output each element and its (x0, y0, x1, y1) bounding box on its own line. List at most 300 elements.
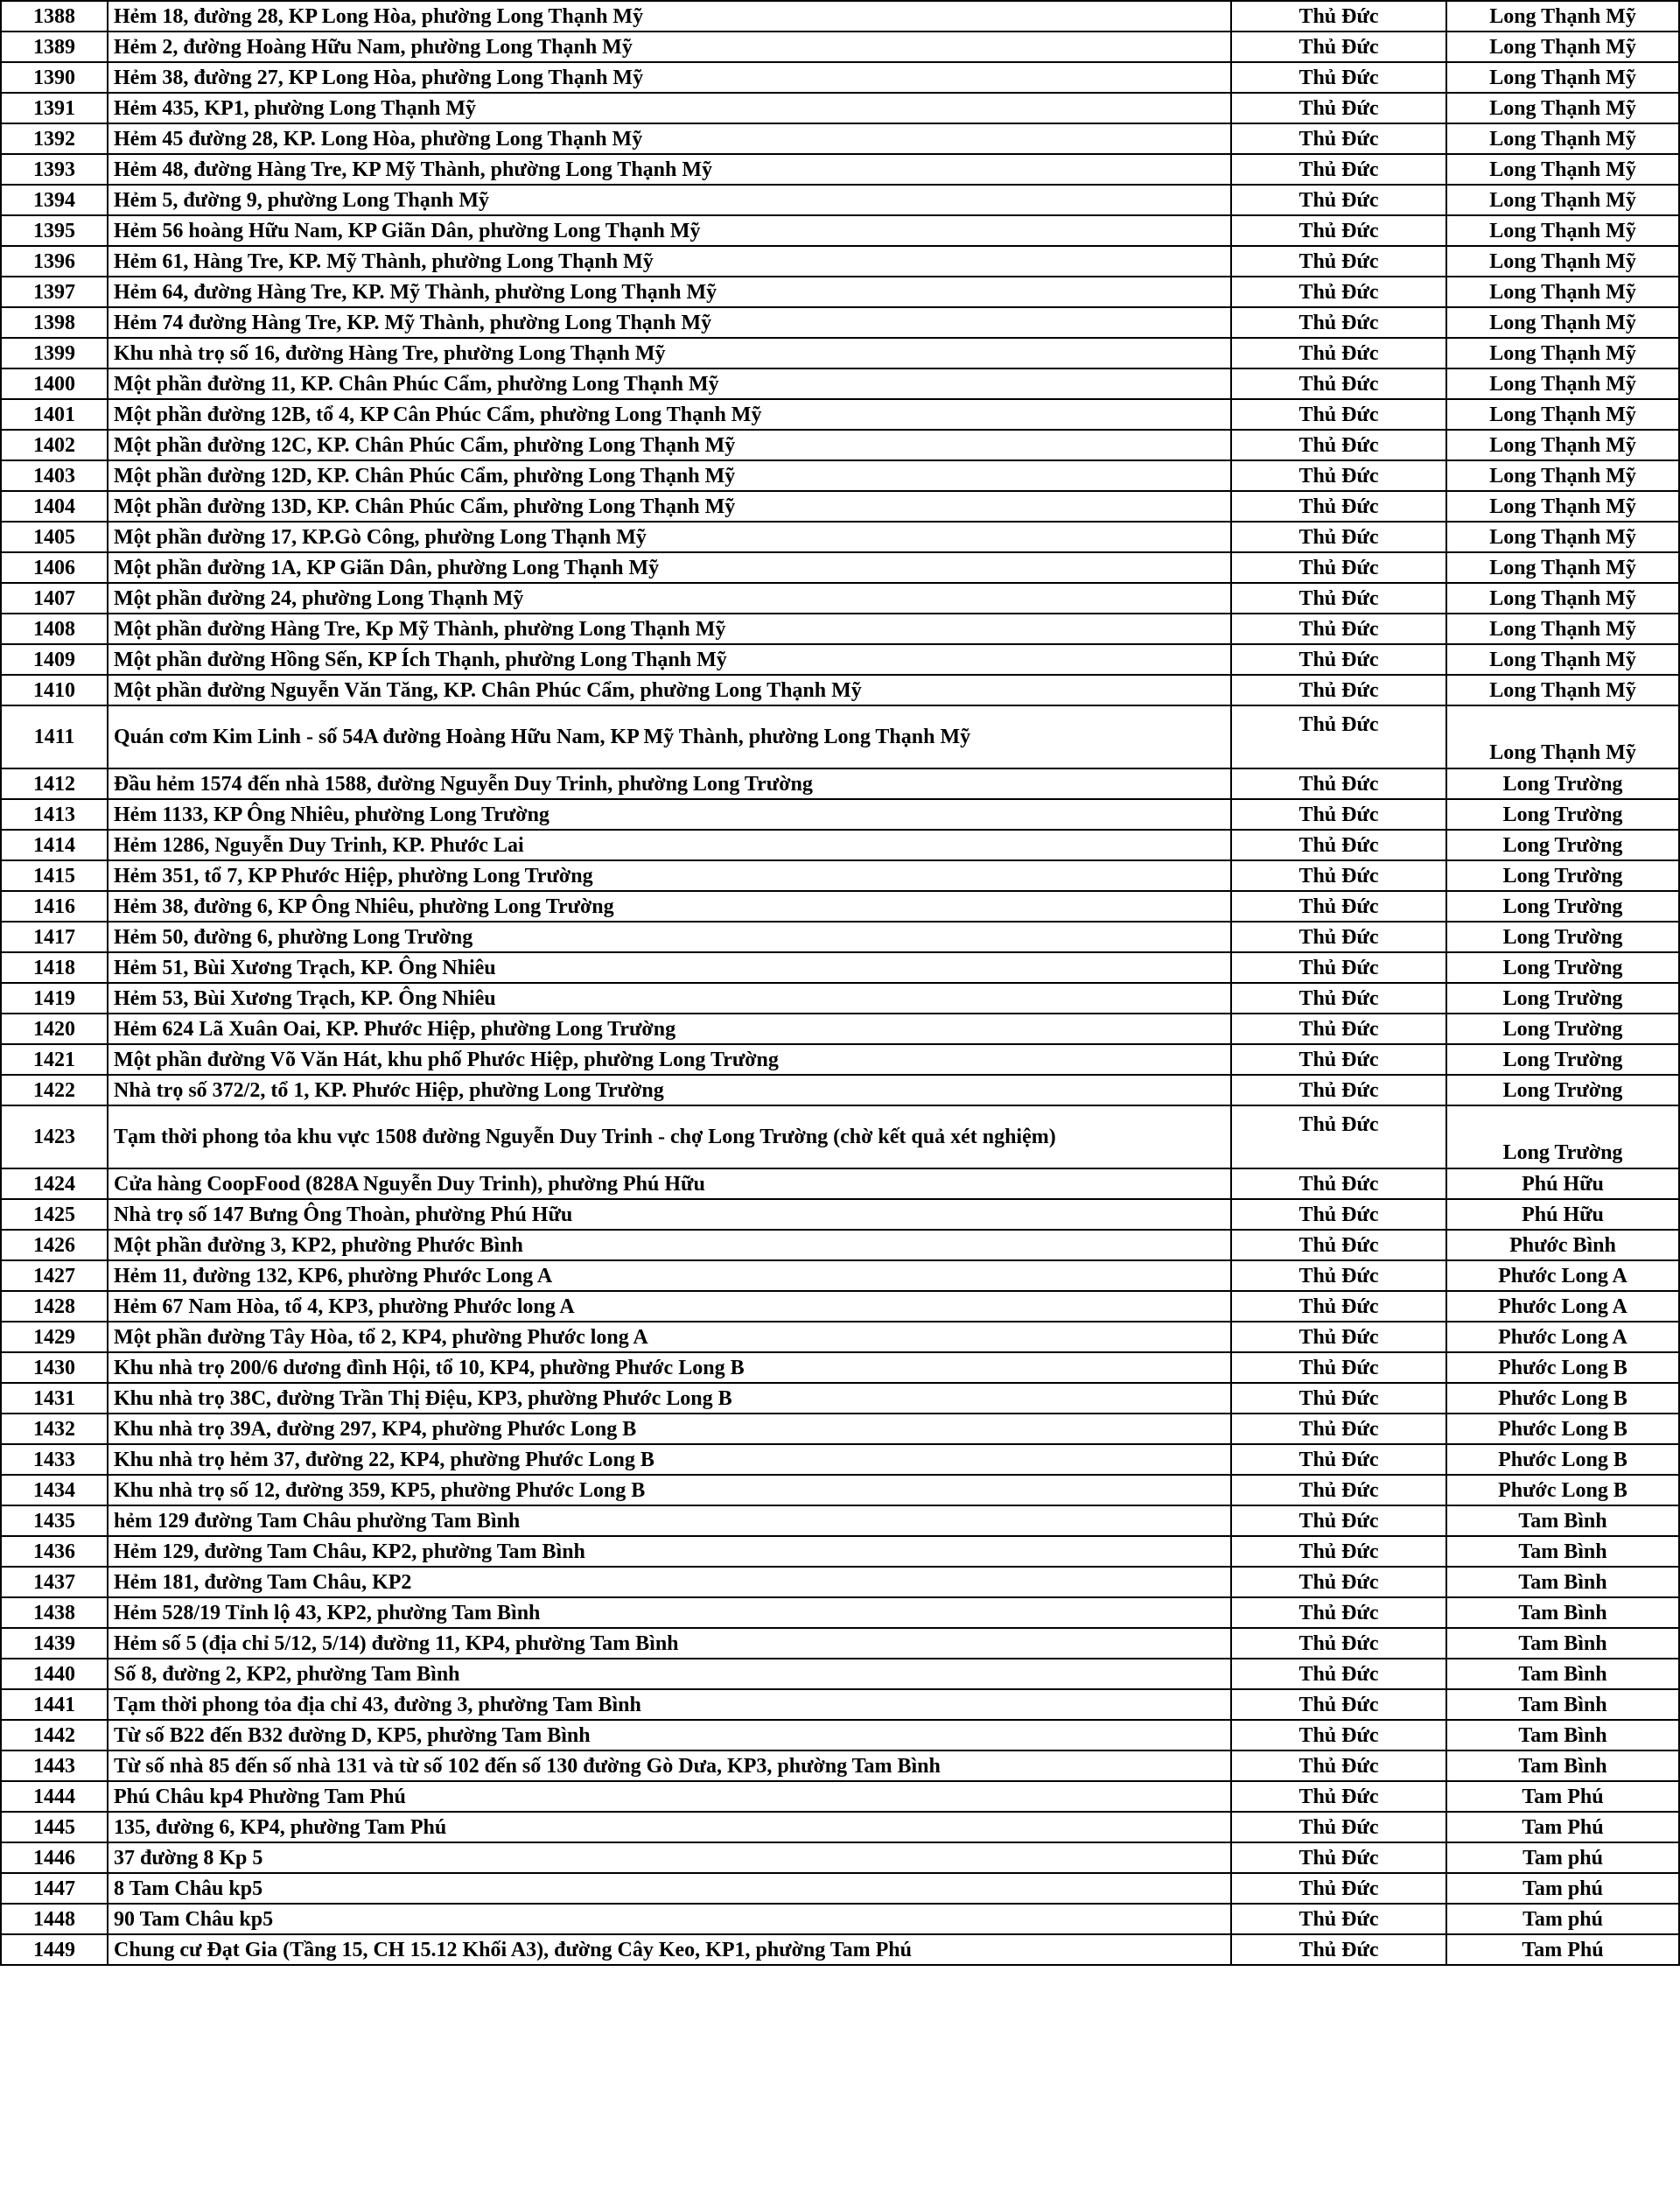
table-row (1, 983, 1679, 1014)
row-number-cell: 1446 (1, 1842, 108, 1873)
table-body (1, 1, 1679, 1965)
district-cell: Thủ Đức (1231, 1659, 1446, 1689)
district-cell: Thủ Đức (1231, 830, 1446, 860)
address-cell: Một phần đường Hàng Tre, Kp Mỹ Thành, phường Long Thạnh Mỹ (108, 614, 1231, 644)
table-row (1, 32, 1679, 62)
row-number-cell: 1426 (1, 1230, 108, 1260)
ward-cell: Long Thạnh Mỹ (1446, 460, 1679, 491)
ward-cell: Long Thạnh Mỹ (1446, 277, 1679, 307)
row-number-cell: 1410 (1, 675, 108, 705)
district-cell: Thủ Đức (1231, 1597, 1446, 1628)
table-row (1, 1812, 1679, 1842)
district-cell: Thủ Đức (1231, 460, 1446, 491)
district-cell: Thủ Đức (1231, 215, 1446, 246)
table-row (1, 1014, 1679, 1044)
ward-cell: Long Trường (1446, 830, 1679, 860)
row-number-cell: 1423 (1, 1105, 108, 1168)
row-number-cell: 1417 (1, 922, 108, 952)
table-row (1, 246, 1679, 277)
row-number-cell: 1399 (1, 338, 108, 368)
table-row (1, 185, 1679, 215)
address-cell: Khu nhà trọ 200/6 dương đình Hội, tổ 10, KP4, phường Phước Long B (108, 1352, 1231, 1383)
ward-cell: Phú Hữu (1446, 1199, 1679, 1230)
ward-cell: Phước Long B (1446, 1352, 1679, 1383)
row-number-cell: 1414 (1, 830, 108, 860)
address-cell: Hẻm 181, đường Tam Châu, KP2 (108, 1567, 1231, 1597)
district-cell: Thủ Đức (1231, 1781, 1446, 1812)
address-cell: Hẻm 48, đường Hàng Tre, KP Mỹ Thành, phường Long Thạnh Mỹ (108, 154, 1231, 185)
district-cell: Thủ Đức (1231, 1352, 1446, 1383)
address-cell: Hẻm 45 đường 28, KP. Long Hòa, phường Long Thạnh Mỹ (108, 123, 1231, 154)
ward-cell: Long Thạnh Mỹ (1446, 93, 1679, 123)
row-number-cell: 1391 (1, 93, 108, 123)
table-row (1, 830, 1679, 860)
table-row (1, 552, 1679, 583)
row-number-cell: 1409 (1, 644, 108, 675)
address-cell: Từ số B22 đến B32 đường D, KP5, phường Tam Bình (108, 1720, 1231, 1750)
ward-cell: Tam Phú (1446, 1812, 1679, 1842)
row-number-cell: 1396 (1, 246, 108, 277)
row-number-cell: 1390 (1, 62, 108, 93)
district-cell: Thủ Đức (1231, 1628, 1446, 1659)
address-cell: Hẻm 1286, Nguyễn Duy Trinh, KP. Phước Lai (108, 830, 1231, 860)
ward-cell: Long Thạnh Mỹ (1446, 185, 1679, 215)
address-cell: Quán cơm Kim Linh - số 54A đường Hoàng Hữu Nam, KP Mỹ Thành, phường Long Thạnh Mỹ (108, 705, 1231, 768)
address-cell: Hẻm 50, đường 6, phường Long Trường (108, 922, 1231, 952)
row-number-cell: 1443 (1, 1750, 108, 1781)
address-cell: Một phần đường Hồng Sến, KP Ích Thạnh, phường Long Thạnh Mỹ (108, 644, 1231, 675)
district-cell: Thủ Đức (1231, 1812, 1446, 1842)
ward-cell: Phú Hữu (1446, 1168, 1679, 1199)
address-cell: Hẻm 5, đường 9, phường Long Thạnh Mỹ (108, 185, 1231, 215)
table-row (1, 1842, 1679, 1873)
ward-cell: Long Thạnh Mỹ (1446, 307, 1679, 338)
district-cell: Thủ Đức (1231, 1873, 1446, 1904)
table-row (1, 644, 1679, 675)
table-row (1, 399, 1679, 430)
ward-cell: Long Thạnh Mỹ (1446, 614, 1679, 644)
district-cell: Thủ Đức (1231, 860, 1446, 891)
address-cell: 8 Tam Châu kp5 (108, 1873, 1231, 1904)
address-cell: Hẻm 74 đường Hàng Tre, KP. Mỹ Thành, phường Long Thạnh Mỹ (108, 307, 1231, 338)
row-number-cell: 1395 (1, 215, 108, 246)
ward-cell: Long Thạnh Mỹ (1446, 1, 1679, 32)
district-cell: Thủ Đức (1231, 552, 1446, 583)
district-cell: Thủ Đức (1231, 93, 1446, 123)
ward-cell: Long Trường (1446, 922, 1679, 952)
district-cell: Thủ Đức (1231, 1383, 1446, 1414)
table-row (1, 1720, 1679, 1750)
ward-cell: Long Thạnh Mỹ (1446, 583, 1679, 614)
district-cell: Thủ Đức (1231, 799, 1446, 830)
table-row (1, 1168, 1679, 1199)
row-number-cell: 1401 (1, 399, 108, 430)
address-cell: Một phần đường 24, phường Long Thạnh Mỹ (108, 583, 1231, 614)
district-cell: Thủ Đức (1231, 1075, 1446, 1105)
row-number-cell: 1428 (1, 1291, 108, 1322)
row-number-cell: 1413 (1, 799, 108, 830)
row-number-cell: 1430 (1, 1352, 108, 1383)
address-cell: Số 8, đường 2, KP2, phường Tam Bình (108, 1659, 1231, 1689)
row-number-cell: 1444 (1, 1781, 108, 1812)
ward-cell: Long Thạnh Mỹ (1446, 246, 1679, 277)
address-cell: Tạm thời phong tỏa khu vực 1508 đường Nguyễn Duy Trinh - chợ Long Trường (chờ kết quả xét nghiệm) (108, 1105, 1231, 1168)
district-cell: Thủ Đức (1231, 1750, 1446, 1781)
table-row (1, 460, 1679, 491)
row-number-cell: 1447 (1, 1873, 108, 1904)
district-cell: Thủ Đức (1231, 1014, 1446, 1044)
ward-cell: Long Trường (1446, 768, 1679, 799)
table-row (1, 1597, 1679, 1628)
address-cell: Hẻm 528/19 Tỉnh lộ 43, KP2, phường Tam Bình (108, 1597, 1231, 1628)
district-cell: Thủ Đức (1231, 1934, 1446, 1965)
address-cell: Hẻm 129, đường Tam Châu, KP2, phường Tam Bình (108, 1536, 1231, 1567)
address-cell: Một phần đường 17, KP.Gò Công, phường Long Thạnh Mỹ (108, 522, 1231, 552)
district-cell: Thủ Đức (1231, 185, 1446, 215)
ward-cell: Long Trường (1446, 1075, 1679, 1105)
district-cell: Thủ Đức (1231, 1689, 1446, 1720)
ward-cell: Long Thạnh Mỹ (1446, 32, 1679, 62)
district-cell: Thủ Đức (1231, 154, 1446, 185)
ward-cell: Long Thạnh Mỹ (1446, 675, 1679, 705)
row-number-cell: 1434 (1, 1475, 108, 1505)
address-cell: Khu nhà trọ 38C, đường Trần Thị Điệu, KP3, phường Phước Long B (108, 1383, 1231, 1414)
address-cell: Khu nhà trọ số 12, đường 359, KP5, phường Phước Long B (108, 1475, 1231, 1505)
district-cell: Thủ Đức (1231, 675, 1446, 705)
address-cell: Từ số nhà 85 đến số nhà 131 và từ số 102 đến số 130 đường Gò Dưa, KP3, phường Tam Bình (108, 1750, 1231, 1781)
district-cell: Thủ Đức (1231, 522, 1446, 552)
address-cell: Chung cư Đạt Gia (Tầng 15, CH 15.12 Khối A3), đường Cây Keo, KP1, phường Tam Phú (108, 1934, 1231, 1965)
district-cell: Thủ Đức (1231, 307, 1446, 338)
row-number-cell: 1392 (1, 123, 108, 154)
row-number-cell: 1436 (1, 1536, 108, 1567)
table-row (1, 1260, 1679, 1291)
row-number-cell: 1407 (1, 583, 108, 614)
address-cell: Một phần đường 1A, KP Giãn Dân, phường Long Thạnh Mỹ (108, 552, 1231, 583)
district-cell: Thủ Đức (1231, 952, 1446, 983)
district-cell: Thủ Đức (1231, 32, 1446, 62)
table-row (1, 491, 1679, 522)
address-cell: 135, đường 6, KP4, phường Tam Phú (108, 1812, 1231, 1842)
address-cell: Hẻm 53, Bùi Xương Trạch, KP. Ông Nhiêu (108, 983, 1231, 1014)
ward-cell: Tam Bình (1446, 1689, 1679, 1720)
ward-cell: Long Trường (1446, 952, 1679, 983)
ward-cell: Long Trường (1446, 799, 1679, 830)
ward-cell: Long Thạnh Mỹ (1446, 705, 1679, 768)
ward-cell: Tam Bình (1446, 1628, 1679, 1659)
table-row (1, 215, 1679, 246)
row-number-cell: 1445 (1, 1812, 108, 1842)
row-number-cell: 1398 (1, 307, 108, 338)
address-cell: hẻm 129 đường Tam Châu phường Tam Bình (108, 1505, 1231, 1536)
district-cell: Thủ Đức (1231, 430, 1446, 460)
row-number-cell: 1393 (1, 154, 108, 185)
ward-cell: Tam phú (1446, 1904, 1679, 1934)
table-row (1, 1628, 1679, 1659)
table-row (1, 705, 1679, 768)
address-cell: 90 Tam Châu kp5 (108, 1904, 1231, 1934)
table-row (1, 154, 1679, 185)
district-cell: Thủ Đức (1231, 338, 1446, 368)
district-cell: Thủ Đức (1231, 1199, 1446, 1230)
row-number-cell: 1416 (1, 891, 108, 922)
district-cell: Thủ Đức (1231, 123, 1446, 154)
ward-cell: Long Thạnh Mỹ (1446, 552, 1679, 583)
row-number-cell: 1405 (1, 522, 108, 552)
address-cell: Đầu hẻm 1574 đến nhà 1588, đường Nguyễn Duy Trinh, phường Long Trường (108, 768, 1231, 799)
district-cell: Thủ Đức (1231, 1536, 1446, 1567)
address-cell: Hẻm 11, đường 132, KP6, phường Phước Long A (108, 1260, 1231, 1291)
table-row (1, 952, 1679, 983)
address-cell: Một phần đường Võ Văn Hát, khu phố Phước Hiệp, phường Long Trường (108, 1044, 1231, 1075)
row-number-cell: 1449 (1, 1934, 108, 1965)
district-cell: Thủ Đức (1231, 1904, 1446, 1934)
table-row (1, 1105, 1679, 1168)
district-cell: Thủ Đức (1231, 399, 1446, 430)
table-row (1, 1689, 1679, 1720)
table-row (1, 1352, 1679, 1383)
row-number-cell: 1440 (1, 1659, 108, 1689)
address-cell: Hẻm 38, đường 6, KP Ông Nhiêu, phường Long Trường (108, 891, 1231, 922)
address-cell: Một phần đường 13D, KP. Chân Phúc Cẩm, phường Long Thạnh Mỹ (108, 491, 1231, 522)
table-row (1, 1199, 1679, 1230)
table-row (1, 768, 1679, 799)
row-number-cell: 1442 (1, 1720, 108, 1750)
address-cell: Khu nhà trọ số 16, đường Hàng Tre, phường Long Thạnh Mỹ (108, 338, 1231, 368)
table-row (1, 1505, 1679, 1536)
row-number-cell: 1402 (1, 430, 108, 460)
ward-cell: Long Trường (1446, 983, 1679, 1014)
address-cell: Nhà trọ số 147 Bưng Ông Thoàn, phường Phú Hữu (108, 1199, 1231, 1230)
address-cell: Khu nhà trọ 39A, đường 297, KP4, phường Phước Long B (108, 1414, 1231, 1444)
row-number-cell: 1408 (1, 614, 108, 644)
table-row (1, 1567, 1679, 1597)
table-row (1, 1, 1679, 32)
ward-cell: Phước Long B (1446, 1444, 1679, 1475)
table-row (1, 522, 1679, 552)
address-cell: Hẻm 56 hoàng Hữu Nam, KP Giãn Dân, phường Long Thạnh Mỹ (108, 215, 1231, 246)
row-number-cell: 1429 (1, 1322, 108, 1352)
ward-cell: Phước Long B (1446, 1475, 1679, 1505)
address-cell: Một phần đường 12D, KP. Chân Phúc Cẩm, phường Long Thạnh Mỹ (108, 460, 1231, 491)
row-number-cell: 1389 (1, 32, 108, 62)
table-row (1, 1934, 1679, 1965)
district-cell: Thủ Đức (1231, 614, 1446, 644)
ward-cell: Tam phú (1446, 1873, 1679, 1904)
address-cell: Hẻm 435, KP1, phường Long Thạnh Mỹ (108, 93, 1231, 123)
ward-cell: Long Thạnh Mỹ (1446, 399, 1679, 430)
ward-cell: Long Thạnh Mỹ (1446, 430, 1679, 460)
row-number-cell: 1438 (1, 1597, 108, 1628)
table-row (1, 1291, 1679, 1322)
row-number-cell: 1415 (1, 860, 108, 891)
address-cell: Hẻm 18, đường 28, KP Long Hòa, phường Long Thạnh Mỹ (108, 1, 1231, 32)
row-number-cell: 1400 (1, 368, 108, 399)
table-row (1, 1414, 1679, 1444)
ward-cell: Long Trường (1446, 1044, 1679, 1075)
row-number-cell: 1394 (1, 185, 108, 215)
row-number-cell: 1432 (1, 1414, 108, 1444)
address-cell: Một phần đường Tây Hòa, tổ 2, KP4, phường Phước long A (108, 1322, 1231, 1352)
table-row (1, 430, 1679, 460)
table-row (1, 860, 1679, 891)
ward-cell: Long Trường (1446, 1105, 1679, 1168)
ward-cell: Tam Bình (1446, 1597, 1679, 1628)
district-cell: Thủ Đức (1231, 1444, 1446, 1475)
ward-cell: Long Thạnh Mỹ (1446, 215, 1679, 246)
address-cell: Hẻm số 5 (địa chỉ 5/12, 5/14) đường 11, KP4, phường Tam Bình (108, 1628, 1231, 1659)
ward-cell: Phước Long B (1446, 1383, 1679, 1414)
ward-cell: Long Thạnh Mỹ (1446, 491, 1679, 522)
row-number-cell: 1437 (1, 1567, 108, 1597)
table-row (1, 1383, 1679, 1414)
district-cell: Thủ Đức (1231, 1044, 1446, 1075)
district-cell: Thủ Đức (1231, 1475, 1446, 1505)
district-cell: Thủ Đức (1231, 891, 1446, 922)
table-row (1, 583, 1679, 614)
ward-cell: Long Thạnh Mỹ (1446, 154, 1679, 185)
table-row (1, 1475, 1679, 1505)
address-cell: Hẻm 38, đường 27, KP Long Hòa, phường Long Thạnh Mỹ (108, 62, 1231, 93)
table-row (1, 799, 1679, 830)
row-number-cell: 1388 (1, 1, 108, 32)
district-cell: Thủ Đức (1231, 983, 1446, 1014)
address-cell: Nhà trọ số 372/2, tổ 1, KP. Phước Hiệp, phường Long Trường (108, 1075, 1231, 1105)
address-cell: Hẻm 1133, KP Ông Nhiêu, phường Long Trường (108, 799, 1231, 830)
row-number-cell: 1439 (1, 1628, 108, 1659)
ward-cell: Phước Bình (1446, 1230, 1679, 1260)
address-cell: Hẻm 61, Hàng Tre, KP. Mỹ Thành, phường Long Thạnh Mỹ (108, 246, 1231, 277)
table-row (1, 123, 1679, 154)
table-row (1, 62, 1679, 93)
row-number-cell: 1435 (1, 1505, 108, 1536)
district-cell: Thủ Đức (1231, 1720, 1446, 1750)
address-cell: 37 đường 8 Kp 5 (108, 1842, 1231, 1873)
address-cell: Một phần đường 12B, tổ 4, KP Cân Phúc Cẩm, phường Long Thạnh Mỹ (108, 399, 1231, 430)
ward-cell: Long Thạnh Mỹ (1446, 368, 1679, 399)
ward-cell: Long Thạnh Mỹ (1446, 522, 1679, 552)
address-cell: Hẻm 51, Bùi Xương Trạch, KP. Ông Nhiêu (108, 952, 1231, 983)
table-row (1, 1044, 1679, 1075)
row-number-cell: 1404 (1, 491, 108, 522)
row-number-cell: 1425 (1, 1199, 108, 1230)
ward-cell: Phước Long B (1446, 1414, 1679, 1444)
table-row (1, 1230, 1679, 1260)
table-row (1, 368, 1679, 399)
row-number-cell: 1403 (1, 460, 108, 491)
table-row (1, 338, 1679, 368)
row-number-cell: 1412 (1, 768, 108, 799)
ward-cell: Long Trường (1446, 1014, 1679, 1044)
row-number-cell: 1397 (1, 277, 108, 307)
district-cell: Thủ Đức (1231, 1291, 1446, 1322)
district-cell: Thủ Đức (1231, 1322, 1446, 1352)
ward-cell: Tam Bình (1446, 1536, 1679, 1567)
table-row (1, 1781, 1679, 1812)
ward-cell: Long Thạnh Mỹ (1446, 123, 1679, 154)
address-cell: Hẻm 67 Nam Hòa, tổ 4, KP3, phường Phước long A (108, 1291, 1231, 1322)
ward-cell: Long Thạnh Mỹ (1446, 62, 1679, 93)
address-cell: Phú Châu kp4 Phường Tam Phú (108, 1781, 1231, 1812)
district-cell: Thủ Đức (1231, 1, 1446, 32)
row-number-cell: 1411 (1, 705, 108, 768)
district-cell: Thủ Đức (1231, 62, 1446, 93)
table-row (1, 1750, 1679, 1781)
ward-cell: Tam Bình (1446, 1659, 1679, 1689)
address-cell: Hẻm 351, tổ 7, KP Phước Hiệp, phường Long Trường (108, 860, 1231, 891)
row-number-cell: 1421 (1, 1044, 108, 1075)
ward-cell: Tam Bình (1446, 1505, 1679, 1536)
district-cell: Thủ Đức (1231, 768, 1446, 799)
table-row (1, 1075, 1679, 1105)
district-cell: Thủ Đức (1231, 491, 1446, 522)
district-cell: Thủ Đức (1231, 1842, 1446, 1873)
district-cell: Thủ Đức (1231, 705, 1446, 768)
address-cell: Hẻm 624 Lã Xuân Oai, KP. Phước Hiệp, phường Long Trường (108, 1014, 1231, 1044)
table-row (1, 675, 1679, 705)
ward-cell: Phước Long A (1446, 1322, 1679, 1352)
district-cell: Thủ Đức (1231, 583, 1446, 614)
row-number-cell: 1420 (1, 1014, 108, 1044)
ward-cell: Tam Phú (1446, 1934, 1679, 1965)
ward-cell: Tam Bình (1446, 1567, 1679, 1597)
row-number-cell: 1419 (1, 983, 108, 1014)
row-number-cell: 1422 (1, 1075, 108, 1105)
district-cell: Thủ Đức (1231, 246, 1446, 277)
district-cell: Thủ Đức (1231, 922, 1446, 952)
row-number-cell: 1441 (1, 1689, 108, 1720)
address-cell: Tạm thời phong tỏa địa chỉ 43, đường 3, phường Tam Bình (108, 1689, 1231, 1720)
table-row (1, 614, 1679, 644)
row-number-cell: 1406 (1, 552, 108, 583)
table-row (1, 1536, 1679, 1567)
ward-cell: Phước Long A (1446, 1260, 1679, 1291)
ward-cell: Tam Phú (1446, 1781, 1679, 1812)
ward-cell: Long Trường (1446, 891, 1679, 922)
address-cell: Một phần đường 3, KP2, phường Phước Bình (108, 1230, 1231, 1260)
address-cell: Hẻm 64, đường Hàng Tre, KP. Mỹ Thành, phường Long Thạnh Mỹ (108, 277, 1231, 307)
ward-cell: Phước Long A (1446, 1291, 1679, 1322)
row-number-cell: 1427 (1, 1260, 108, 1291)
district-cell: Thủ Đức (1231, 644, 1446, 675)
district-cell: Thủ Đức (1231, 1567, 1446, 1597)
address-cell: Khu nhà trọ hẻm 37, đường 22, KP4, phường Phước Long B (108, 1444, 1231, 1475)
table-row (1, 891, 1679, 922)
address-cell: Một phần đường 11, KP. Chân Phúc Cẩm, phường Long Thạnh Mỹ (108, 368, 1231, 399)
district-cell: Thủ Đức (1231, 1105, 1446, 1168)
table-row (1, 307, 1679, 338)
ward-cell: Long Thạnh Mỹ (1446, 338, 1679, 368)
row-number-cell: 1448 (1, 1904, 108, 1934)
district-cell: Thủ Đức (1231, 1414, 1446, 1444)
table-row (1, 1444, 1679, 1475)
ward-cell: Tam Bình (1446, 1750, 1679, 1781)
address-cell: Một phần đường Nguyễn Văn Tăng, KP. Chân Phúc Cẩm, phường Long Thạnh Mỹ (108, 675, 1231, 705)
row-number-cell: 1418 (1, 952, 108, 983)
table-row (1, 1904, 1679, 1934)
district-cell: Thủ Đức (1231, 1168, 1446, 1199)
table-row (1, 1659, 1679, 1689)
district-cell: Thủ Đức (1231, 368, 1446, 399)
table-row (1, 277, 1679, 307)
table-row (1, 93, 1679, 123)
address-cell: Một phần đường 12C, KP. Chân Phúc Cẩm, phường Long Thạnh Mỹ (108, 430, 1231, 460)
table-row (1, 1322, 1679, 1352)
ward-cell: Tam phú (1446, 1842, 1679, 1873)
address-cell: Hẻm 2, đường Hoàng Hữu Nam, phường Long Thạnh Mỹ (108, 32, 1231, 62)
district-cell: Thủ Đức (1231, 277, 1446, 307)
address-cell: Cửa hàng CoopFood (828A Nguyễn Duy Trinh), phường Phú Hữu (108, 1168, 1231, 1199)
